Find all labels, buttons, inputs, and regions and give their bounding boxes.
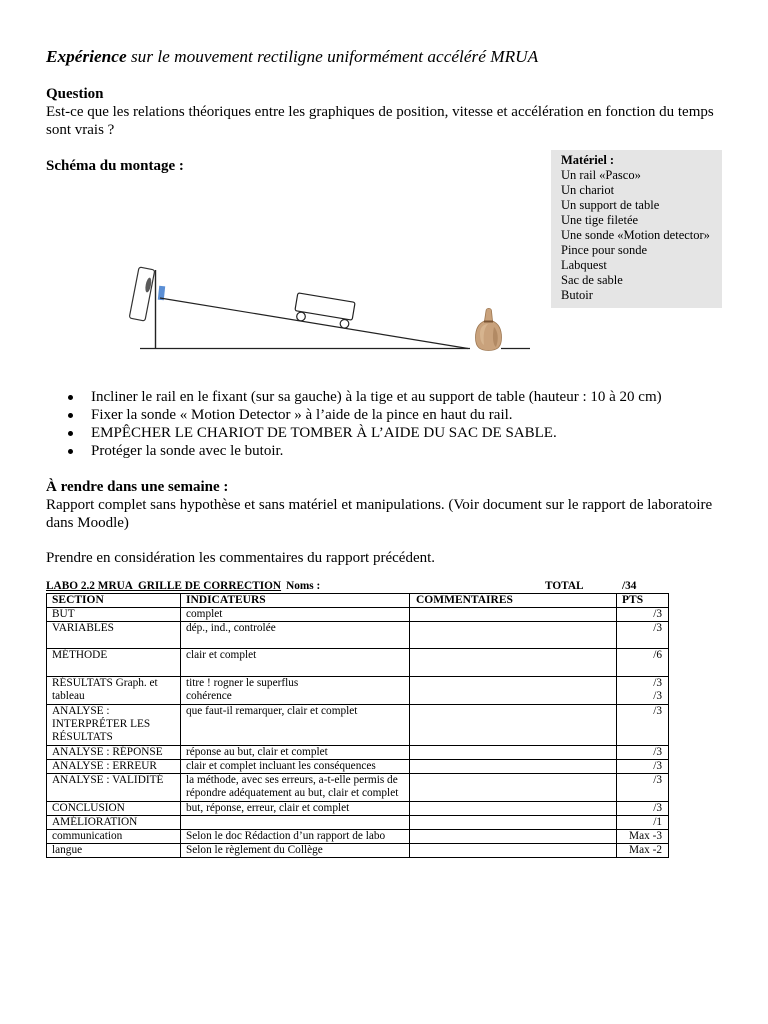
points-cell: /3 [617, 705, 669, 746]
instruction-text: Incliner le rail en le fixant (sur sa gauche) à la tige et au support de table (hauteur : 10 à 20 cm) [91, 389, 662, 405]
section-cell: ANALYSE : VALIDITÉ [47, 774, 181, 802]
indicator-cell: clair et complet [181, 649, 410, 677]
table-row [47, 760, 669, 774]
header-comments: COMMENTAIRES [410, 594, 617, 608]
grading-table [46, 593, 669, 858]
setup-diagram [120, 255, 540, 355]
grading-title: LABO 2.2 MRUA GRILLE DE CORRECTION [46, 580, 282, 592]
header-indicators: INDICATEURS [181, 594, 410, 608]
points-cell: /6 [617, 649, 669, 677]
list-item [46, 424, 662, 442]
schema-heading: Schéma du montage : [46, 158, 184, 174]
title-rest: sur le mouvement rectiligne uniformément accéléré MRUA [126, 47, 539, 66]
section-cell: AMÉLIORATION [47, 816, 181, 830]
section-cell: CONCLUSION [47, 802, 181, 816]
points-cell: Max -3 [617, 830, 669, 844]
table-row [47, 608, 669, 622]
motion-sensor [129, 267, 155, 321]
list-item [46, 442, 662, 460]
table-row [47, 816, 669, 830]
table-header-row [47, 594, 669, 608]
title-lead: Expérience [46, 47, 127, 66]
indicator-cell: que faut-il remarquer, clair et complet [181, 705, 410, 746]
instruction-text: Protéger la sonde avec le butoir. [91, 443, 284, 459]
points-cell [617, 677, 669, 705]
section-cell: MÉTHODE [47, 649, 181, 677]
indicator-cell: Selon le règlement du Collège [181, 844, 410, 858]
comment-cell [410, 705, 617, 746]
bullet-icon [68, 431, 73, 436]
indicator-cell: complet [181, 608, 410, 622]
section-cell: ANALYSE : RÉPONSE [47, 746, 181, 760]
comment-cell [410, 844, 617, 858]
header-points: PTS [617, 594, 669, 608]
points-cell: /1 [617, 816, 669, 830]
points-cell: /3 [617, 760, 669, 774]
points-line: /3 [653, 677, 662, 689]
materials-item: Un chariot [561, 183, 615, 197]
total-label: TOTAL [545, 580, 584, 592]
comment-cell [410, 830, 617, 844]
grading-caption [46, 580, 320, 593]
sand-bag [476, 308, 502, 350]
indicator-cell: dép., ind., controlée [181, 622, 410, 649]
section-cell: langue [47, 844, 181, 858]
comment-cell [410, 608, 617, 622]
comment-cell [410, 802, 617, 816]
indicator-cell [181, 677, 410, 705]
deadline-text: Rapport complet sans hypothèse et sans matériel et manipulations. (Voir document sur le rapport de laboratoire dans Moodle) [46, 497, 713, 531]
materials-item: Un rail «Pasco» [561, 168, 641, 182]
table-row [47, 830, 669, 844]
points-line: /3 [653, 690, 662, 702]
cart-wheel [297, 312, 306, 321]
deadline-heading: À rendre dans une semaine : [46, 479, 229, 495]
points-cell: /3 [617, 802, 669, 816]
indicator-cell: clair et complet incluant les conséquences [181, 760, 410, 774]
points-cell: Max -2 [617, 844, 669, 858]
list-item [46, 406, 662, 424]
indicator-cell: réponse au but, clair et complet [181, 746, 410, 760]
question-heading: Question [46, 86, 104, 102]
cart-wheel [340, 320, 349, 329]
materials-item: Sac de sable [561, 273, 623, 287]
indicator-cell: la méthode, avec ses erreurs, a-t-elle permis de répondre adéquatement au but, clair et complet [181, 774, 410, 802]
instruction-text: Fixer la sonde « Motion Detector » à l’aide de la pince en haut du rail. [91, 407, 513, 423]
document-title [46, 47, 538, 67]
instruction-list [46, 388, 662, 460]
materials-item: Labquest [561, 258, 607, 272]
comment-cell [410, 622, 617, 649]
materials-item: Une sonde «Motion detector» [561, 228, 710, 242]
points-cell: /3 [617, 608, 669, 622]
section-cell: VARIABLES [47, 622, 181, 649]
section-cell: communication [47, 830, 181, 844]
points-cell: /3 [617, 622, 669, 649]
table-row [47, 802, 669, 816]
comment-cell [410, 760, 617, 774]
table-row [47, 677, 669, 705]
bullet-icon [68, 413, 73, 418]
materials-item: Butoir [561, 288, 593, 302]
section-cell: RÉSULTATS Graph. et tableau [47, 677, 181, 705]
table-row [47, 774, 669, 802]
comment-cell [410, 816, 617, 830]
bullet-icon [68, 449, 73, 454]
table-row [47, 844, 669, 858]
materials-item: Une tige filetée [561, 213, 639, 227]
comment-cell [410, 746, 617, 760]
table-row [47, 622, 669, 649]
materials-item: Pince pour sonde [561, 243, 648, 257]
table-row [47, 649, 669, 677]
indicator-cell [181, 816, 410, 830]
section-cell: ANALYSE : INTERPRÉTER LES RÉSULTATS [47, 705, 181, 746]
section-cell: BUT [47, 608, 181, 622]
section-cell: ANALYSE : ERREUR [47, 760, 181, 774]
total-value: /34 [622, 580, 637, 592]
table-row [47, 746, 669, 760]
question-text: Est-ce que les relations théoriques entre les graphiques de position, vitesse et accélération en fonction du temps sont vrais ? [46, 104, 714, 138]
materials-box [551, 150, 722, 308]
comment-cell [410, 649, 617, 677]
indicator-cell: but, réponse, erreur, clair et complet [181, 802, 410, 816]
materials-heading: Matériel : [561, 153, 615, 167]
instruction-text: EMPÊCHER LE CHARIOT DE TOMBER À L’AIDE DU SAC DE SABLE. [91, 425, 557, 441]
table-row [47, 705, 669, 746]
names-label: Noms : [286, 580, 321, 592]
indicator-cell: Selon le doc Rédaction d’un rapport de labo [181, 830, 410, 844]
indicator-line: titre ! rogner le superflus [186, 677, 299, 689]
points-cell: /3 [617, 746, 669, 760]
bullet-icon [68, 395, 73, 400]
comment-cell [410, 774, 617, 802]
comment-cell [410, 677, 617, 705]
header-section: SECTION [47, 594, 181, 608]
note-text: Prendre en considération les commentaires du rapport précédent. [46, 550, 436, 566]
materials-item: Un support de table [561, 198, 660, 212]
points-cell: /3 [617, 774, 669, 802]
list-item [46, 388, 662, 406]
indicator-line: cohérence [186, 690, 232, 702]
